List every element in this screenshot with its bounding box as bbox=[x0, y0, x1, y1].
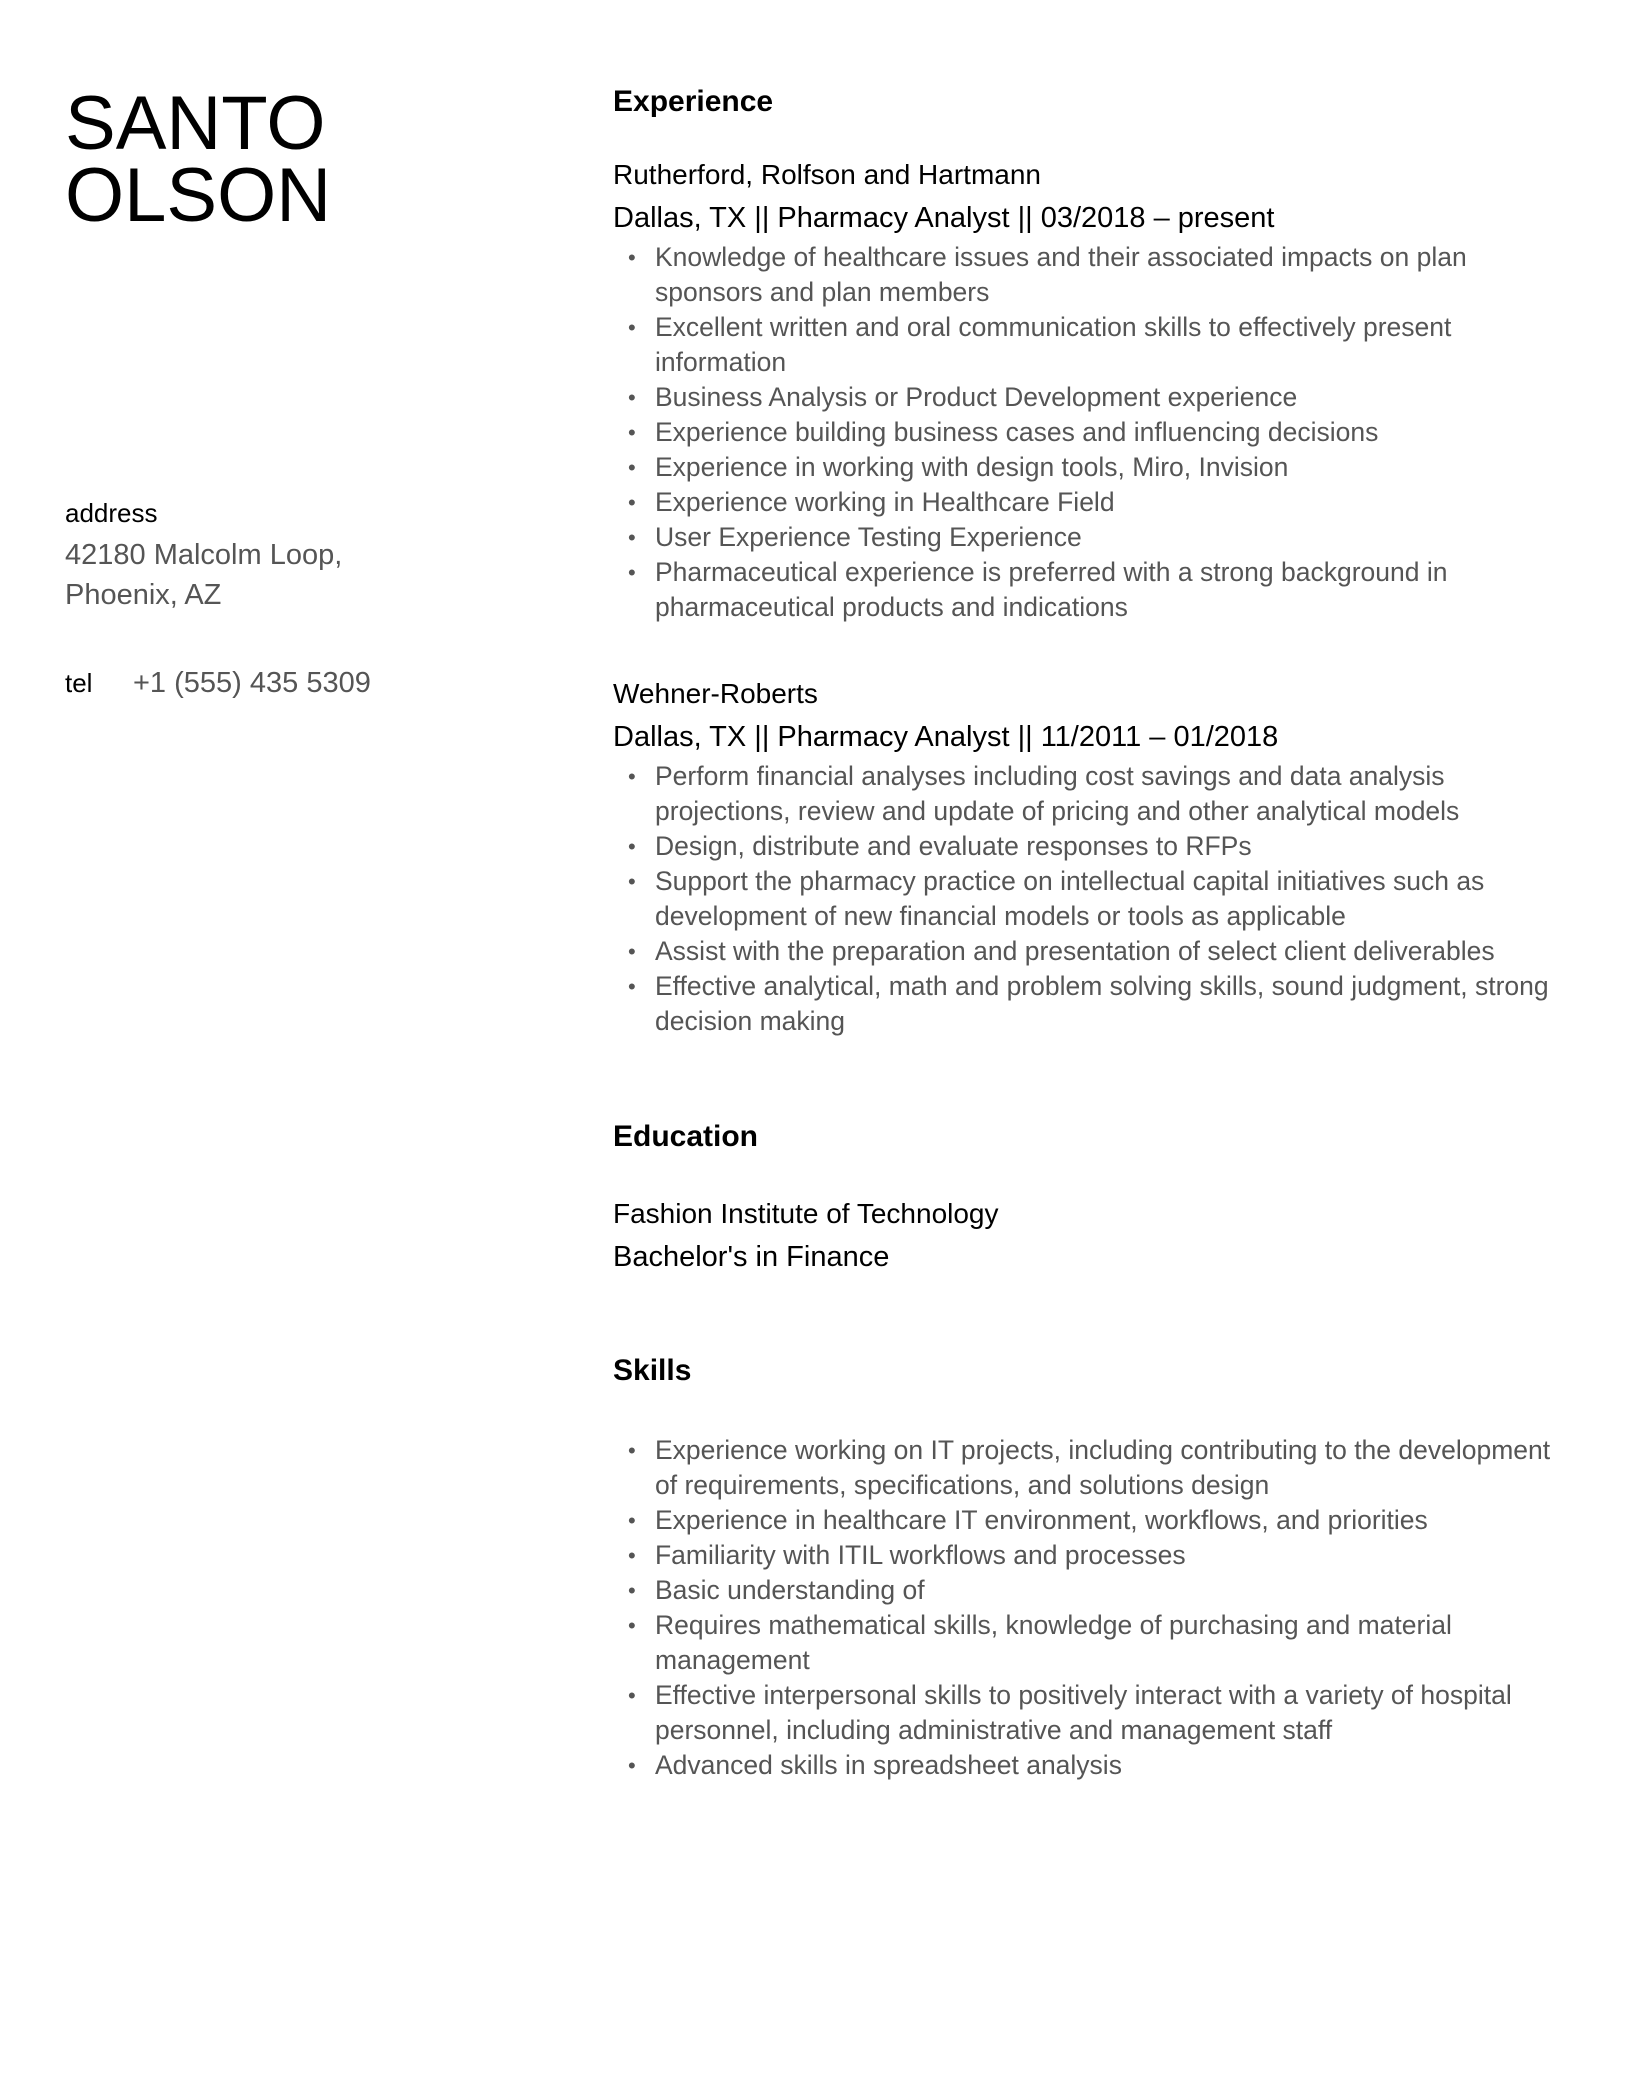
skill-item: • Basic understanding of bbox=[655, 1573, 1573, 1608]
education-section bbox=[613, 1119, 1573, 1275]
skills-section bbox=[613, 1353, 1573, 1783]
tel-value: +1 (555) 435 5309 bbox=[133, 667, 371, 699]
bullet-item: • Experience working in Healthcare Field bbox=[655, 485, 1573, 520]
skill-item: • Familiarity with ITIL workflows and processes bbox=[655, 1538, 1573, 1573]
skill-item: • Advanced skills in spreadsheet analysis bbox=[655, 1748, 1573, 1783]
main-column bbox=[613, 84, 1573, 1783]
skills-list bbox=[613, 1433, 1573, 1783]
job-entry bbox=[613, 677, 1573, 1039]
bullet-item: • Experience building business cases and influencing decisions bbox=[655, 415, 1573, 450]
job-meta: Dallas, TX || Pharmacy Analyst || 11/2011 – 01/2018 bbox=[613, 721, 1279, 753]
job-company: Rutherford, Rolfson and Hartmann bbox=[613, 159, 1041, 190]
first-name: SANTO bbox=[65, 81, 326, 166]
address-line-1: 42180 Malcolm Loop, bbox=[65, 539, 343, 571]
address-line-2: Phoenix, AZ bbox=[65, 579, 222, 611]
skill-item: • Experience working on IT projects, including contributing to the development of requirements, specifications, and solutions design bbox=[655, 1433, 1573, 1503]
address-label: address bbox=[65, 498, 158, 528]
name-block bbox=[65, 81, 545, 238]
job-bullets bbox=[613, 759, 1573, 1039]
experience-heading: Experience bbox=[613, 85, 774, 118]
skill-item: • Experience in healthcare IT environment, workflows, and priorities bbox=[655, 1503, 1573, 1538]
experience-section bbox=[613, 84, 1573, 1039]
bullet-item: • Assist with the preparation and presentation of select client deliverables bbox=[655, 934, 1573, 969]
address-value bbox=[65, 535, 545, 615]
tel-row bbox=[65, 667, 545, 700]
skill-item: • Requires mathematical skills, knowledge of purchasing and material management bbox=[655, 1608, 1573, 1678]
skill-item: • Effective interpersonal skills to positively interact with a variety of hospital personnel, including administrative and management staff bbox=[655, 1678, 1573, 1748]
job-meta: Dallas, TX || Pharmacy Analyst || 03/2018 – present bbox=[613, 202, 1275, 234]
contact-block bbox=[65, 498, 545, 700]
bullet-item: • Support the pharmacy practice on intellectual capital initiatives such as development of new financial models or tools as applicable bbox=[655, 864, 1573, 934]
bullet-item: • Excellent written and oral communication skills to effectively present information bbox=[655, 310, 1573, 380]
skills-heading: Skills bbox=[613, 1354, 692, 1387]
bullet-item: • Design, distribute and evaluate responses to RFPs bbox=[655, 829, 1573, 864]
bullet-item: • Perform financial analyses including cost savings and data analysis projections, review and update of pricing and other analytical models bbox=[655, 759, 1573, 829]
bullet-item: • Knowledge of healthcare issues and their associated impacts on plan sponsors and plan members bbox=[655, 240, 1573, 310]
job-entry bbox=[613, 158, 1573, 625]
bullet-item: • Effective analytical, math and problem solving skills, sound judgment, strong decision making bbox=[655, 969, 1573, 1039]
education-heading: Education bbox=[613, 1120, 759, 1153]
education-school: Fashion Institute of Technology bbox=[613, 1198, 999, 1229]
job-company: Wehner-Roberts bbox=[613, 678, 818, 709]
bullet-item: • Experience in working with design tools, Miro, Invision bbox=[655, 450, 1573, 485]
bullet-item: • User Experience Testing Experience bbox=[655, 520, 1573, 555]
tel-label: tel bbox=[65, 668, 93, 698]
bullet-item: • Business Analysis or Product Development experience bbox=[655, 380, 1573, 415]
bullet-item: • Pharmaceutical experience is preferred with a strong background in pharmaceutical products and indications bbox=[655, 555, 1573, 625]
candidate-name bbox=[65, 81, 545, 238]
last-name: OLSON bbox=[65, 153, 332, 238]
job-bullets bbox=[613, 240, 1573, 625]
education-degree: Bachelor's in Finance bbox=[613, 1241, 890, 1273]
